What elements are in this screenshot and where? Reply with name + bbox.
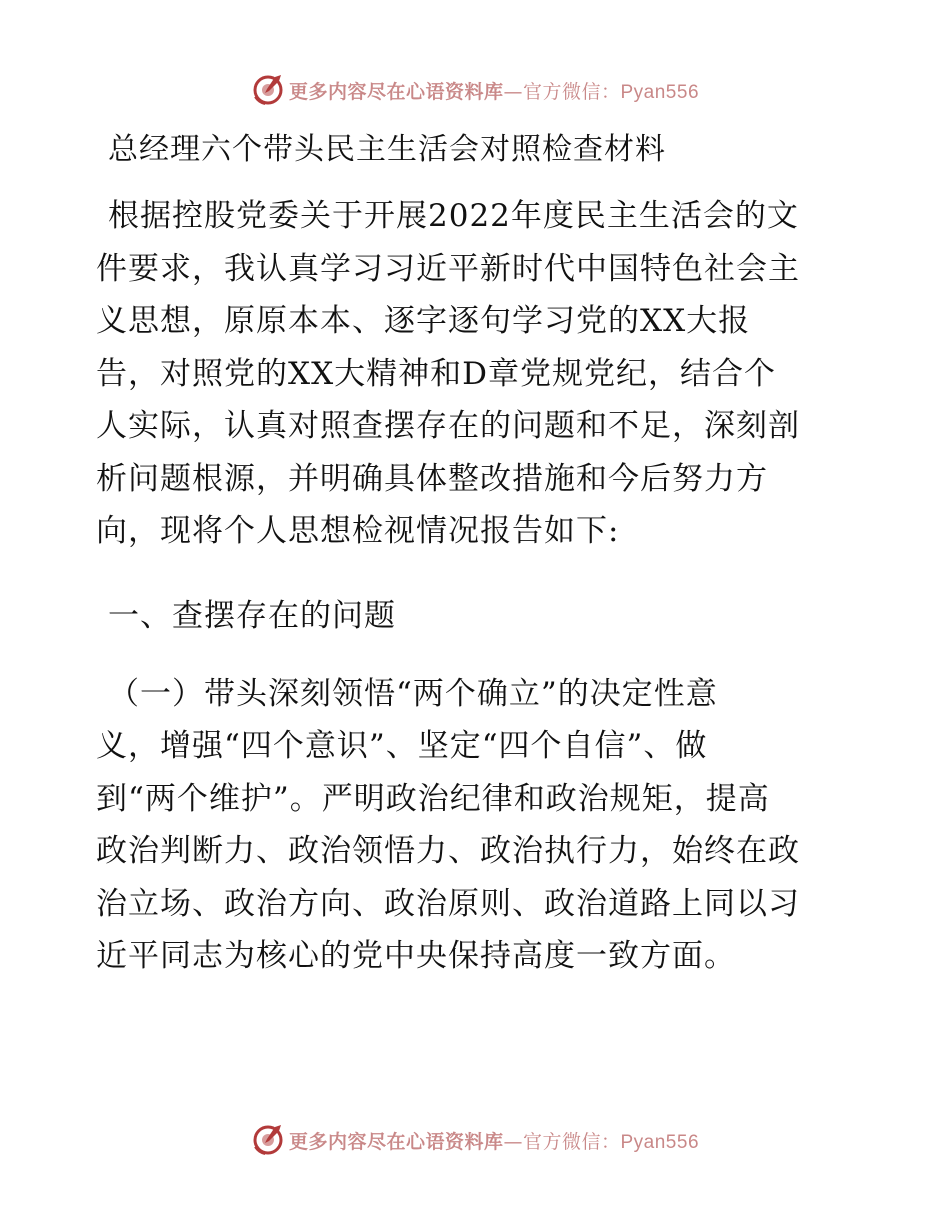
document-title: 总经理六个带头民主生活会对照检查材料 [108, 132, 666, 167]
watermark-site: 更多内容尽在心语资料库 [288, 80, 504, 103]
body-line: 到“两个维护”。严明政治纪律和政治规矩，提高 [96, 780, 770, 817]
intro-line: 析问题根源，并明确具体整改措施和今后努力方 [96, 460, 768, 497]
intro-line: 人实际，认真对照查摆存在的问题和不足，深刻剖 [96, 408, 800, 444]
body-line: 政治判断力、政治领悟力、政治执行力，始终在政 [96, 833, 800, 869]
body-line: 治立场、政治方向、政治原则、政治道路上同以习 [96, 885, 800, 922]
body-line: 义，增强“四个意识”、坚定“四个自信”、做 [96, 728, 708, 764]
intro-line: 告，对照党的XX大精神和D章党规党纪，结合个 [96, 355, 776, 392]
watermark-text [289, 1127, 699, 1154]
watermark-account: Pyan556 [620, 1131, 700, 1153]
body-line: 近平同志为核心的党中央保持高度一致方面。 [96, 938, 736, 974]
intro-paragraph [96, 190, 856, 558]
watermark-site: 更多内容尽在心语资料库 [288, 1130, 504, 1153]
section-heading: 一、查摆存在的问题 [108, 597, 396, 634]
pen-nib-logo-icon [251, 1123, 285, 1157]
watermark-account: Pyan556 [620, 81, 700, 103]
watermark-separator: — [503, 1130, 523, 1153]
pen-nib-logo-icon [251, 73, 285, 107]
watermark-label: 官方微信： [522, 1130, 621, 1153]
body-paragraph [96, 668, 856, 983]
watermark-text [289, 77, 699, 104]
intro-line: 义思想，原原本本、逐字逐句学习党的XX大报 [96, 303, 751, 339]
body-line: （一）带头深刻领悟“两个确立”的决定性意 [108, 675, 718, 712]
intro-line: 件要求，我认真学习习近平新时代中国特色社会主 [96, 250, 800, 287]
watermark-footer [0, 1120, 950, 1160]
watermark-header [0, 70, 950, 110]
intro-line: 根据控股党委关于开展2022年度民主生活会的文 [108, 198, 799, 234]
intro-line: 向，现将个人思想检视情况报告如下: [96, 513, 620, 549]
watermark-separator: — [503, 80, 523, 103]
document-page [96, 124, 856, 983]
watermark-label: 官方微信： [522, 80, 621, 103]
